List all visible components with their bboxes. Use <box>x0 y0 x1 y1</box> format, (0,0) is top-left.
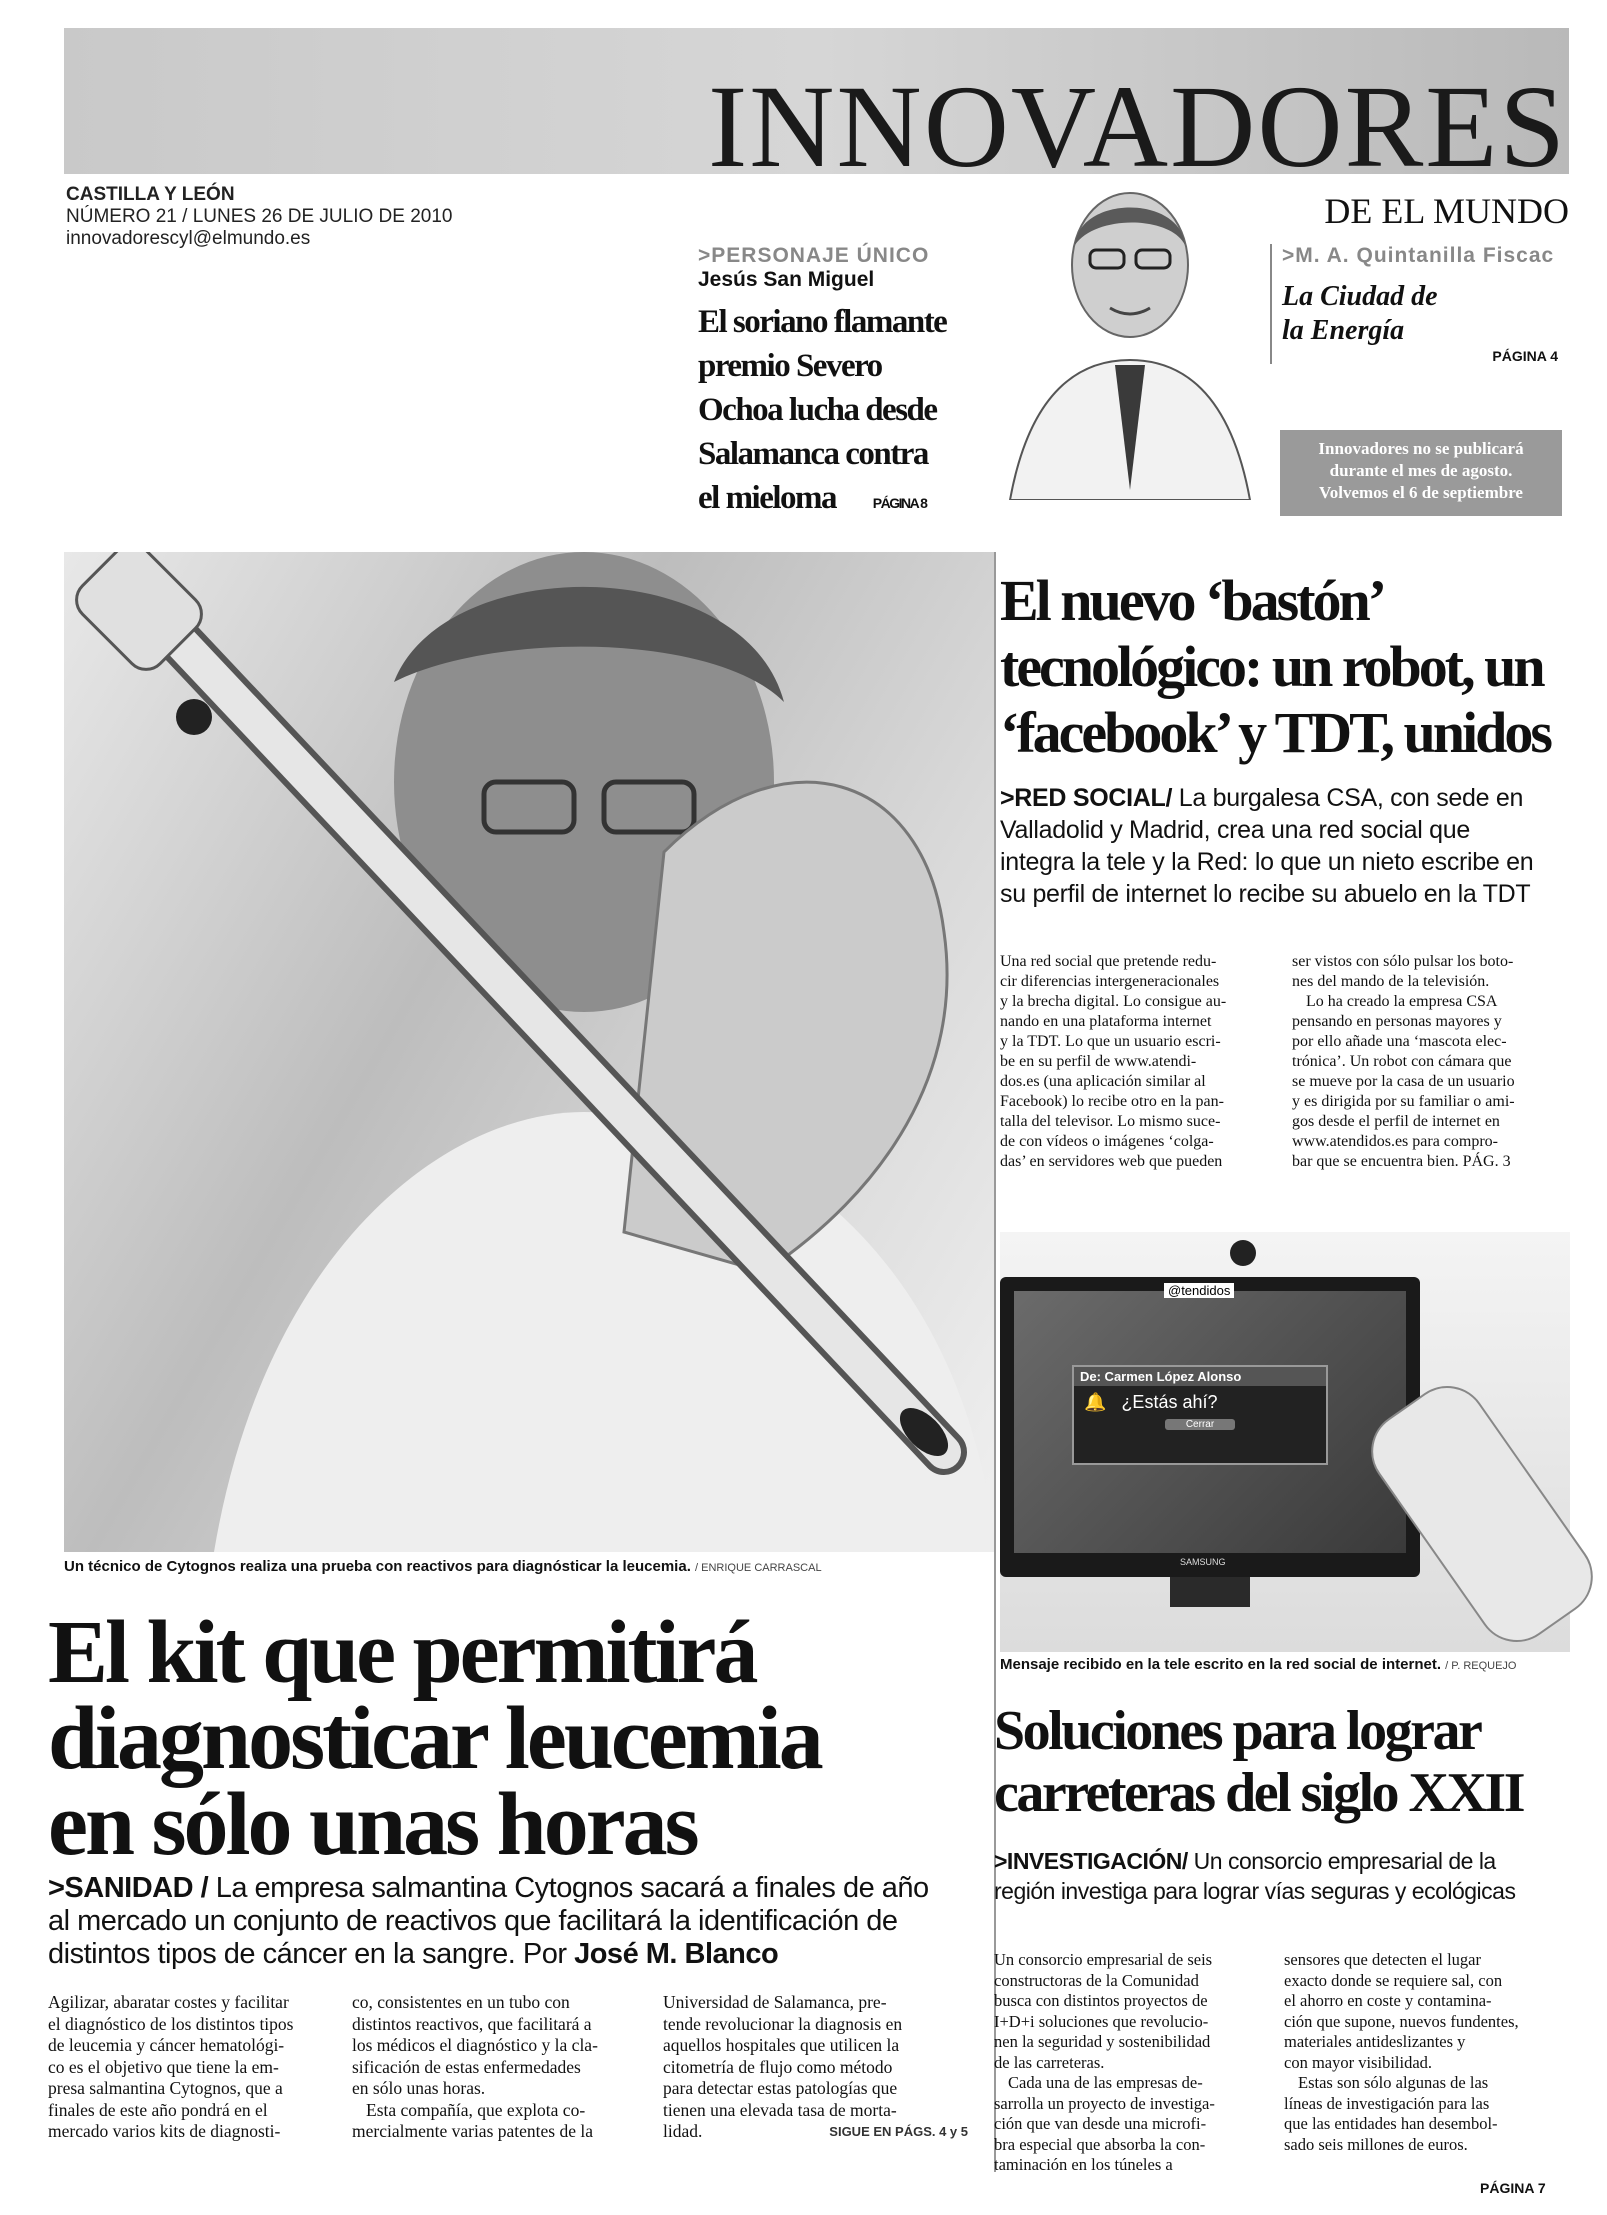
text-line: en sólo unas horas. <box>352 2078 486 2098</box>
text-line: bra especial que absorba la con- <box>994 2134 1206 2154</box>
text-line: nando en una plataforma internet <box>1000 1013 1212 1030</box>
text-line: constructoras de la Comunidad <box>994 1970 1199 1990</box>
personaje-teaser[interactable] <box>698 244 998 525</box>
text-line: se mueve por la casa de un usuario <box>1292 1073 1515 1090</box>
text-line: Cada una de las empresas de- <box>1008 2073 1203 2092</box>
roads-dek <box>994 1846 1574 1906</box>
text-line: www.atendidos.es para compro- <box>1292 1133 1499 1150</box>
text-line: exacto donde se requiere sal, con <box>1284 1970 1503 1990</box>
notice-line: Innovadores no se publicará <box>1318 439 1524 458</box>
text-line: pensando en personas mayores y <box>1292 1013 1502 1030</box>
personaje-headline-line: el mieloma <box>698 480 837 516</box>
robot-headline-line: tecnológico: un robot, un <box>1000 634 1543 699</box>
opinion-teaser[interactable] <box>1270 244 1582 364</box>
roads-dek-line: Un consorcio empresarial de la <box>1187 1848 1496 1874</box>
personaje-name: Jesús San Miguel <box>698 268 875 291</box>
text-line: das’ en servidores web que pueden <box>1000 1153 1223 1170</box>
tv-photo-caption: Mensaje recibido en la tele escrito en la red social de internet. <box>1000 1656 1441 1673</box>
text-line: líneas de investigación para las <box>1284 2093 1490 2113</box>
text-line: de leucemia y cáncer hematológi- <box>48 2035 285 2055</box>
main-headline-line: El kit que permitirá <box>48 1603 756 1702</box>
opinion-kicker: >M. A. Quintanilla Fiscac <box>1282 244 1555 267</box>
roads-column-2 <box>1284 1950 1554 2155</box>
robot-dek <box>1000 782 1580 910</box>
text-line: Una red social que pretende redu- <box>1000 953 1217 970</box>
main-photo-credit: / ENRIQUE CARRASCAL <box>695 1562 822 1574</box>
text-line: el ahorro en coste y contamina- <box>1284 1991 1492 2010</box>
opinion-page: PÁGINA 4 <box>1492 348 1558 364</box>
robot-dek-line: su perfil de internet lo recibe su abuelo en la TDT <box>1000 880 1531 908</box>
text-line: co es el objetivo que tiene la em- <box>48 2056 279 2077</box>
text-line: sificación de estas enfermedades <box>352 2056 581 2077</box>
text-line: los médicos el diagnóstico y la cla- <box>352 2035 598 2055</box>
robot-headline[interactable] <box>1000 568 1580 766</box>
robot-dek-line: integra la tele y la Red: lo que un nieto escribe en <box>1000 848 1534 876</box>
text-line: gos desde el perfil de internet en <box>1292 1113 1500 1130</box>
notice-box <box>1280 430 1562 516</box>
text-line: mercialmente varias patentes de la <box>352 2121 593 2141</box>
text-line: y es dirigida por su familiar o ami- <box>1292 1093 1515 1110</box>
text-line: busca con distintos proyectos de <box>994 1991 1208 2010</box>
roads-headline[interactable] <box>994 1700 1574 1824</box>
robot-column-1 <box>1000 952 1275 1172</box>
text-line: taminación en los túneles a <box>994 2155 1173 2174</box>
text-line: y la TDT. Lo que un usuario escri- <box>1000 1033 1221 1050</box>
tv-message-dialog <box>1072 1365 1328 1465</box>
text-line: talla del televisor. Lo mismo suce- <box>1000 1113 1221 1130</box>
roads-headline-line: Soluciones para lograr <box>994 1700 1481 1762</box>
tv-photo-credit: / P. REQUEJO <box>1445 1660 1517 1672</box>
text-line: tende revolucionar la diagnosis en <box>663 2013 903 2034</box>
text-line: sensores que detecten el lugar <box>1284 1950 1482 1969</box>
robot-dek-line: Valladolid y Madrid, crea una red social que <box>1000 816 1470 844</box>
tv-brand-label: @tendidos <box>1164 1283 1234 1298</box>
text-line: aquellos hospitales que utilicen la <box>663 2035 900 2055</box>
personaje-page: PÁGINA 8 <box>872 495 927 511</box>
text-line: con mayor visibilidad. <box>1284 2052 1433 2072</box>
robot-section-label: >RED SOCIAL/ <box>1000 784 1173 812</box>
text-line: lidad. <box>663 2121 703 2141</box>
roads-section-label: >INVESTIGACIÓN/ <box>994 1848 1188 1874</box>
text-line: co, consistentes en un tubo con <box>352 1992 570 2012</box>
bell-icon: 🔔 <box>1084 1392 1107 1412</box>
main-section-label: >SANIDAD / <box>48 1872 209 1904</box>
main-dek-line: al mercado un conjunto de reactivos que facilitará la identificación de <box>48 1905 898 1937</box>
roads-page[interactable]: PÁGINA 7 <box>1480 2180 1546 2196</box>
text-line: cir diferencias intergeneracionales <box>1000 973 1220 990</box>
opinion-title-line: La Ciudad de <box>1282 281 1438 312</box>
tv-message-from: De: Carmen López Alonso <box>1074 1367 1326 1386</box>
lab-technician-photo <box>64 552 996 1552</box>
robot-dek-line: La burgalesa CSA, con sede en <box>1172 784 1524 812</box>
text-line: citometría de flujo como método <box>663 2056 893 2077</box>
text-line: tienen una elevada tasa de morta- <box>663 2099 897 2120</box>
main-column-1 <box>48 1992 353 2143</box>
text-line: dos.es (una aplicación similar al <box>1000 1073 1206 1090</box>
notice-line: Volvemos el 6 de septiembre <box>1319 483 1523 502</box>
text-line: distintos reactivos, que facilitará a <box>352 2013 592 2034</box>
contact-email[interactable]: innovadorescyl@elmundo.es <box>66 228 311 249</box>
text-line: I+D+i soluciones que revolucio- <box>994 2011 1209 2031</box>
text-line: sado seis millones de euros. <box>1284 2134 1468 2154</box>
text-line: Agilizar, abaratar costes y facilitar <box>48 1992 289 2012</box>
text-line: Esta compañía, que explota co- <box>366 2099 586 2120</box>
personaje-kicker: >PERSONAJE ÚNICO <box>698 244 930 267</box>
robot-headline-line: ‘facebook’ y TDT, unidos <box>1000 700 1550 765</box>
text-line: finales de este año pondrá en el <box>48 2099 268 2120</box>
main-column-3 <box>663 1992 968 2143</box>
portrait-photo <box>1000 160 1260 500</box>
text-line: de con vídeos o imágenes ‘colga- <box>1000 1133 1214 1150</box>
roads-dek-line: región investiga para lograr vías seguras y ecológicas <box>994 1878 1516 1904</box>
text-line: materiales antideslizantes y <box>1284 2032 1466 2051</box>
masthead-subtitle: DE EL MUNDO <box>1324 191 1569 231</box>
notice-line: durante el mes de agosto. <box>1329 461 1513 480</box>
main-headline[interactable] <box>48 1603 948 1874</box>
text-line: presa salmantina Cytognos, que a <box>48 2078 283 2098</box>
tv-message-text: ¿Estás ahí? <box>1121 1392 1218 1412</box>
main-photo-caption: Un técnico de Cytognos realiza una prueba con reactivos para diagnósticar la leucemia. <box>64 1558 691 1575</box>
robot-headline-line: El nuevo ‘bastón’ <box>1000 568 1385 633</box>
tv-stand <box>1170 1577 1250 1607</box>
text-line: Lo ha creado la empresa CSA <box>1306 993 1498 1010</box>
personaje-headline-line: Salamanca contra <box>698 436 928 472</box>
text-line: ser vistos con sólo pulsar los boto- <box>1292 953 1514 970</box>
column-divider <box>994 552 996 2172</box>
text-line: para detectar estas patologías que <box>663 2078 898 2098</box>
webcam-icon <box>1230 1240 1256 1266</box>
text-line: bar que se encuentra bien. PÁG. 3 <box>1292 1153 1511 1170</box>
masthead-title: INNOVADORES <box>707 61 1567 192</box>
issue-date: NÚMERO 21 / LUNES 26 DE JULIO DE 2010 <box>66 206 453 227</box>
roads-headline-line: carreteras del siglo XXII <box>994 1762 1523 1824</box>
tv-maker-label: SAMSUNG <box>1180 1557 1226 1567</box>
main-dek-line: La empresa salmantina Cytognos sacará a finales de año <box>208 1872 929 1904</box>
text-line: y la brecha digital. Lo consigue au- <box>1000 993 1227 1010</box>
main-column-2 <box>352 1992 652 2143</box>
continues-link[interactable]: SIGUE EN PÁGS. 4 y 5 <box>829 2124 968 2139</box>
text-line: sarrolla un proyecto de investiga- <box>994 2093 1215 2113</box>
tv-close-button[interactable]: Cerrar <box>1165 1419 1235 1430</box>
text-line: el diagnóstico de los distintos tipos <box>48 2013 294 2034</box>
text-line: nes del mando de la televisión. <box>1292 973 1490 990</box>
text-line: Facebook) lo recibe otro en la pan- <box>1000 1093 1224 1110</box>
main-dek-line: distintos tipos de cáncer en la sangre. Por <box>48 1938 575 1970</box>
main-dek <box>48 1872 988 1971</box>
text-line: de las carreteras. <box>994 2052 1105 2072</box>
main-author: José M. Blanco <box>574 1938 779 1970</box>
robot-column-2 <box>1292 952 1567 1172</box>
opinion-title-line: la Energía <box>1282 315 1405 346</box>
roads-column-1 <box>994 1950 1264 2176</box>
text-line: nen la seguridad y sostenibilidad <box>994 2032 1211 2051</box>
text-line: Un consorcio empresarial de seis <box>994 1950 1213 1969</box>
main-headline-line: en sólo unas horas <box>48 1775 697 1874</box>
personaje-headline-line: El soriano flamante <box>698 304 947 340</box>
text-line: por ello añade una ‘mascota elec- <box>1292 1033 1507 1050</box>
tv-monitor <box>1000 1277 1420 1577</box>
personaje-headline-line: Ochoa lucha desde <box>698 392 937 428</box>
text-line: trónica’. Un robot con cámara que <box>1292 1053 1512 1070</box>
tv-photo <box>1000 1232 1570 1652</box>
text-line: mercado varios kits de diagnosti- <box>48 2121 281 2141</box>
text-line: be en su perfil de www.atendi- <box>1000 1053 1197 1070</box>
region-label: CASTILLA Y LEÓN <box>66 184 235 205</box>
text-line: que las entidades han desembol- <box>1284 2114 1498 2133</box>
text-line: Estas son sólo algunas de las <box>1298 2073 1489 2092</box>
text-line: ción que van desde una microfi- <box>994 2114 1207 2133</box>
text-line: Universidad de Salamanca, pre- <box>663 1992 887 2012</box>
text-line: ción que supone, nuevos fundentes, <box>1284 2011 1519 2031</box>
main-headline-line: diagnosticar leucemia <box>48 1689 821 1788</box>
personaje-headline-line: premio Severo <box>698 348 882 384</box>
